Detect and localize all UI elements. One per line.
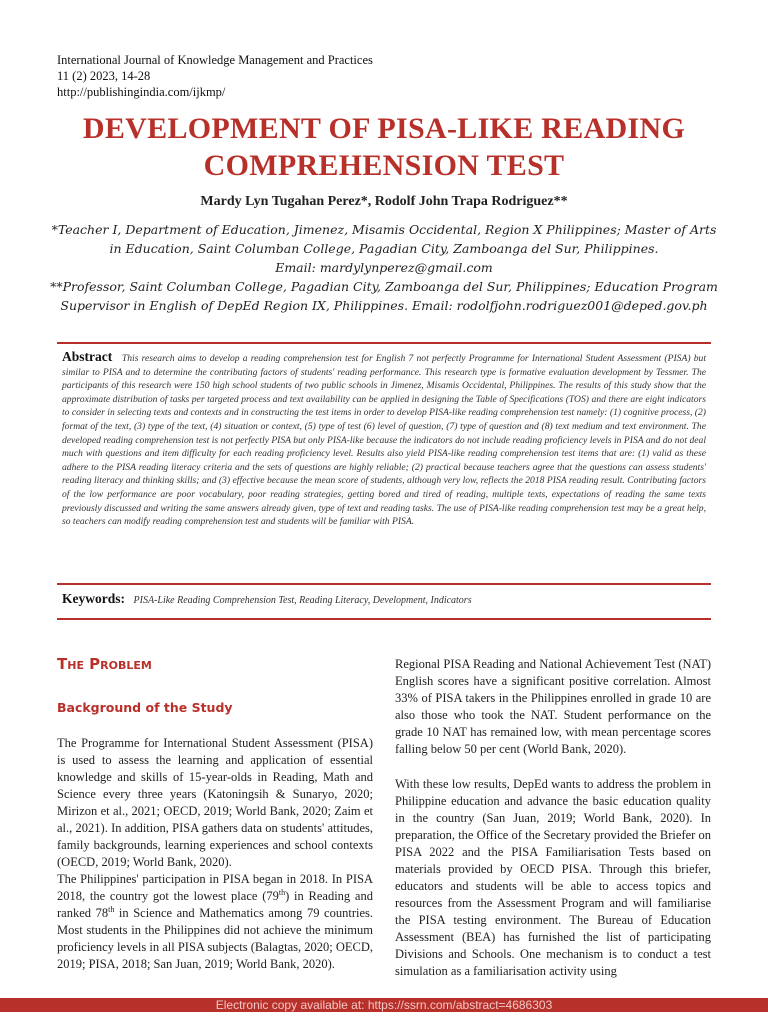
affiliation-second-line2: Supervisor in English of DepEd Region IX, Philippines. Email: rodolfjohn.rodriguez001@deped.gov.ph: [60, 298, 708, 313]
left-paragraph-2: [57, 871, 373, 973]
superscript-rank-78: th: [108, 904, 115, 914]
abstract-label: Abstract: [62, 349, 113, 364]
left-paragraph-2-part-b: ) in Reading and ranked 78: [57, 889, 373, 920]
authors: Mardy Lyn Tugahan Perez*, Rodolf John Trapa Rodriguez**: [200, 194, 568, 209]
abstract: [62, 350, 706, 529]
left-paragraph-2-part-c: in Science and Mathematics among 79 countries. Most students in the Philippines did not achieve the minimum proficiency levels in all PISA subjects (Balagtas, 2020; OECD, 2019; PISA, 2018; San Juan, 2019; World Bank, 2020).: [57, 906, 374, 971]
journal-info: [57, 52, 373, 100]
journal-name: International Journal of Knowledge Management and Practices: [57, 53, 373, 67]
abstract-text: This research aims to develop a reading comprehension test for English 7 not perfectly Programme for International Student Assessment (PISA) but similar to PISA and to determine the contributing factors of students' reading performance. This research type is formative evaluation development by Tessmer. The participants of this research were 150 high school students of two public schools in Jimenez, Misamis Occidental, Philippines. The results of this study show that the approximate distribution of tasks per targeted process and text availability can be applied in designing the Table of Specifications (TOS) and there are eight indicators to consider in selecting texts and contexts and in constructing the test items in order to develop PISA-like reading comprehension test namely: (1) cognitive process, (2) format of the text, (3) type of the text, (4) situation or context, (5) type of test (6) level of question, (7) type of question and (8) text medium and text environment. The developed reading comprehension test is not perfectly PISA but only PISA-like because the indicators do not include reading proficiency levels in PISA and do not deal much with questions and item difficulty for each reading proficiency level. Results also yield PISA-like reading comprehension test items that are: (1) valid as these adhere to the PISA reading literacy criteria and the sets of questions are highly reliable; (2) practical because teachers agree that the questions can assess students' reading literacy and thinking skills; and (3) effective because the mean score of students, although very low, reflects the 2018 PISA reading result. Contributing factors of the low performance are poor vocabulary, poor reading strategies, getting bored and tired of reading, multiple texts, expectations of reading the same texts previously discussed and writing the same answers already given, type of text and reading tasks. The use of PISA-like reading comprehension test may be a great help, so teachers can modify reading comprehension test and students will be familiar with PISA.: [62, 353, 706, 528]
keywords-text: PISA-Like Reading Comprehension Test, Reading Literacy, Development, Indicators: [133, 595, 472, 606]
affiliation-first-line1: *Teacher I, Department of Education, Jimenez, Misamis Occidental, Region X Philippines; Master of Arts: [51, 222, 717, 237]
affiliation-second-line1: **Professor, Saint Columban College, Pagadian City, Zamboanga del Sur, Philippines; Education Program: [50, 279, 718, 294]
superscript-rank-79: th: [278, 887, 286, 897]
affiliation-first-email[interactable]: Email: mardylynperez@gmail.com: [275, 260, 493, 275]
paper-title: [0, 110, 768, 184]
journal-issue: 11 (2) 2023, 14-28: [57, 69, 151, 83]
keywords-label: Keywords:: [62, 591, 125, 606]
left-paragraph-1: The Programme for International Student Assessment (PISA) is used to assess the learning and application of essential knowledge and skills of 15-year-olds in Reading, Math and Science every three years (Katoningsih & Sunaryo, 2020; Mirizon et al., 2021; OECD, 2019; World Bank, 2020; Zaim et al., 2021). In addition, PISA gathers data on students' attitudes, family backgrounds, learning experiences and school contexts (OECD, 2019; World Bank, 2020).: [57, 736, 373, 869]
paper-title-line1: DEVELOPMENT OF PISA-LIKE READING: [82, 112, 686, 145]
affiliation-second: [50, 277, 718, 315]
affiliation-first-line2: in Education, Saint Columban College, Pagadian City, Zamboanga del Sur, Philippines.: [109, 241, 659, 256]
journal-url[interactable]: http://publishingindia.com/ijkmp/: [57, 85, 226, 99]
keywords-top-rule: [57, 583, 711, 585]
abstract-top-rule: [57, 342, 711, 344]
keywords: [62, 591, 706, 607]
footer-link[interactable]: Electronic copy available at: https://ssrn.com/abstract=4686303: [215, 998, 553, 1012]
left-paragraph-2-part-a: The Philippines' participation in PISA began in 2018. In PISA 2018, the country got the lowest place (79: [57, 872, 373, 903]
paper-title-line2: COMPREHENSION TEST: [203, 149, 565, 182]
right-paragraph-2: With these low results, DepEd wants to address the problem in Philippine education and advance the basic education quality in the country (San Juan, 2019; World Bank, 2020). In preparation, the Office of the Secretary provided the Briefer on PISA 2022 and the PISA Familiarisation Tests based on materials provided by OECD PISA. Through this briefer, educators and students will be able to access topics and resources from the Assessment Program and will familiarise the PISA testing environment. The Bureau of Education Assessment (BEA) has furnished the list of participating Divisions and Schools. One mechanism is to conduct a test simulation as a familiarisation activity using: [395, 777, 711, 978]
subsection-heading: Background of the Study: [57, 700, 233, 715]
keywords-bottom-rule: [57, 618, 711, 620]
affiliation-first: [50, 220, 718, 277]
section-heading: The Problem: [57, 655, 152, 673]
right-paragraph-1: Regional PISA Reading and National Achievement Test (NAT) English scores have a significant positive correlation. Almost 33% of PISA takers in the Philippines enrolled in grade 10 are also those who took the NAT. Student performance on the grade 10 NAT has remained low, with mean percentage scores falling below 50 per cent (World Bank, 2020).: [395, 657, 711, 756]
